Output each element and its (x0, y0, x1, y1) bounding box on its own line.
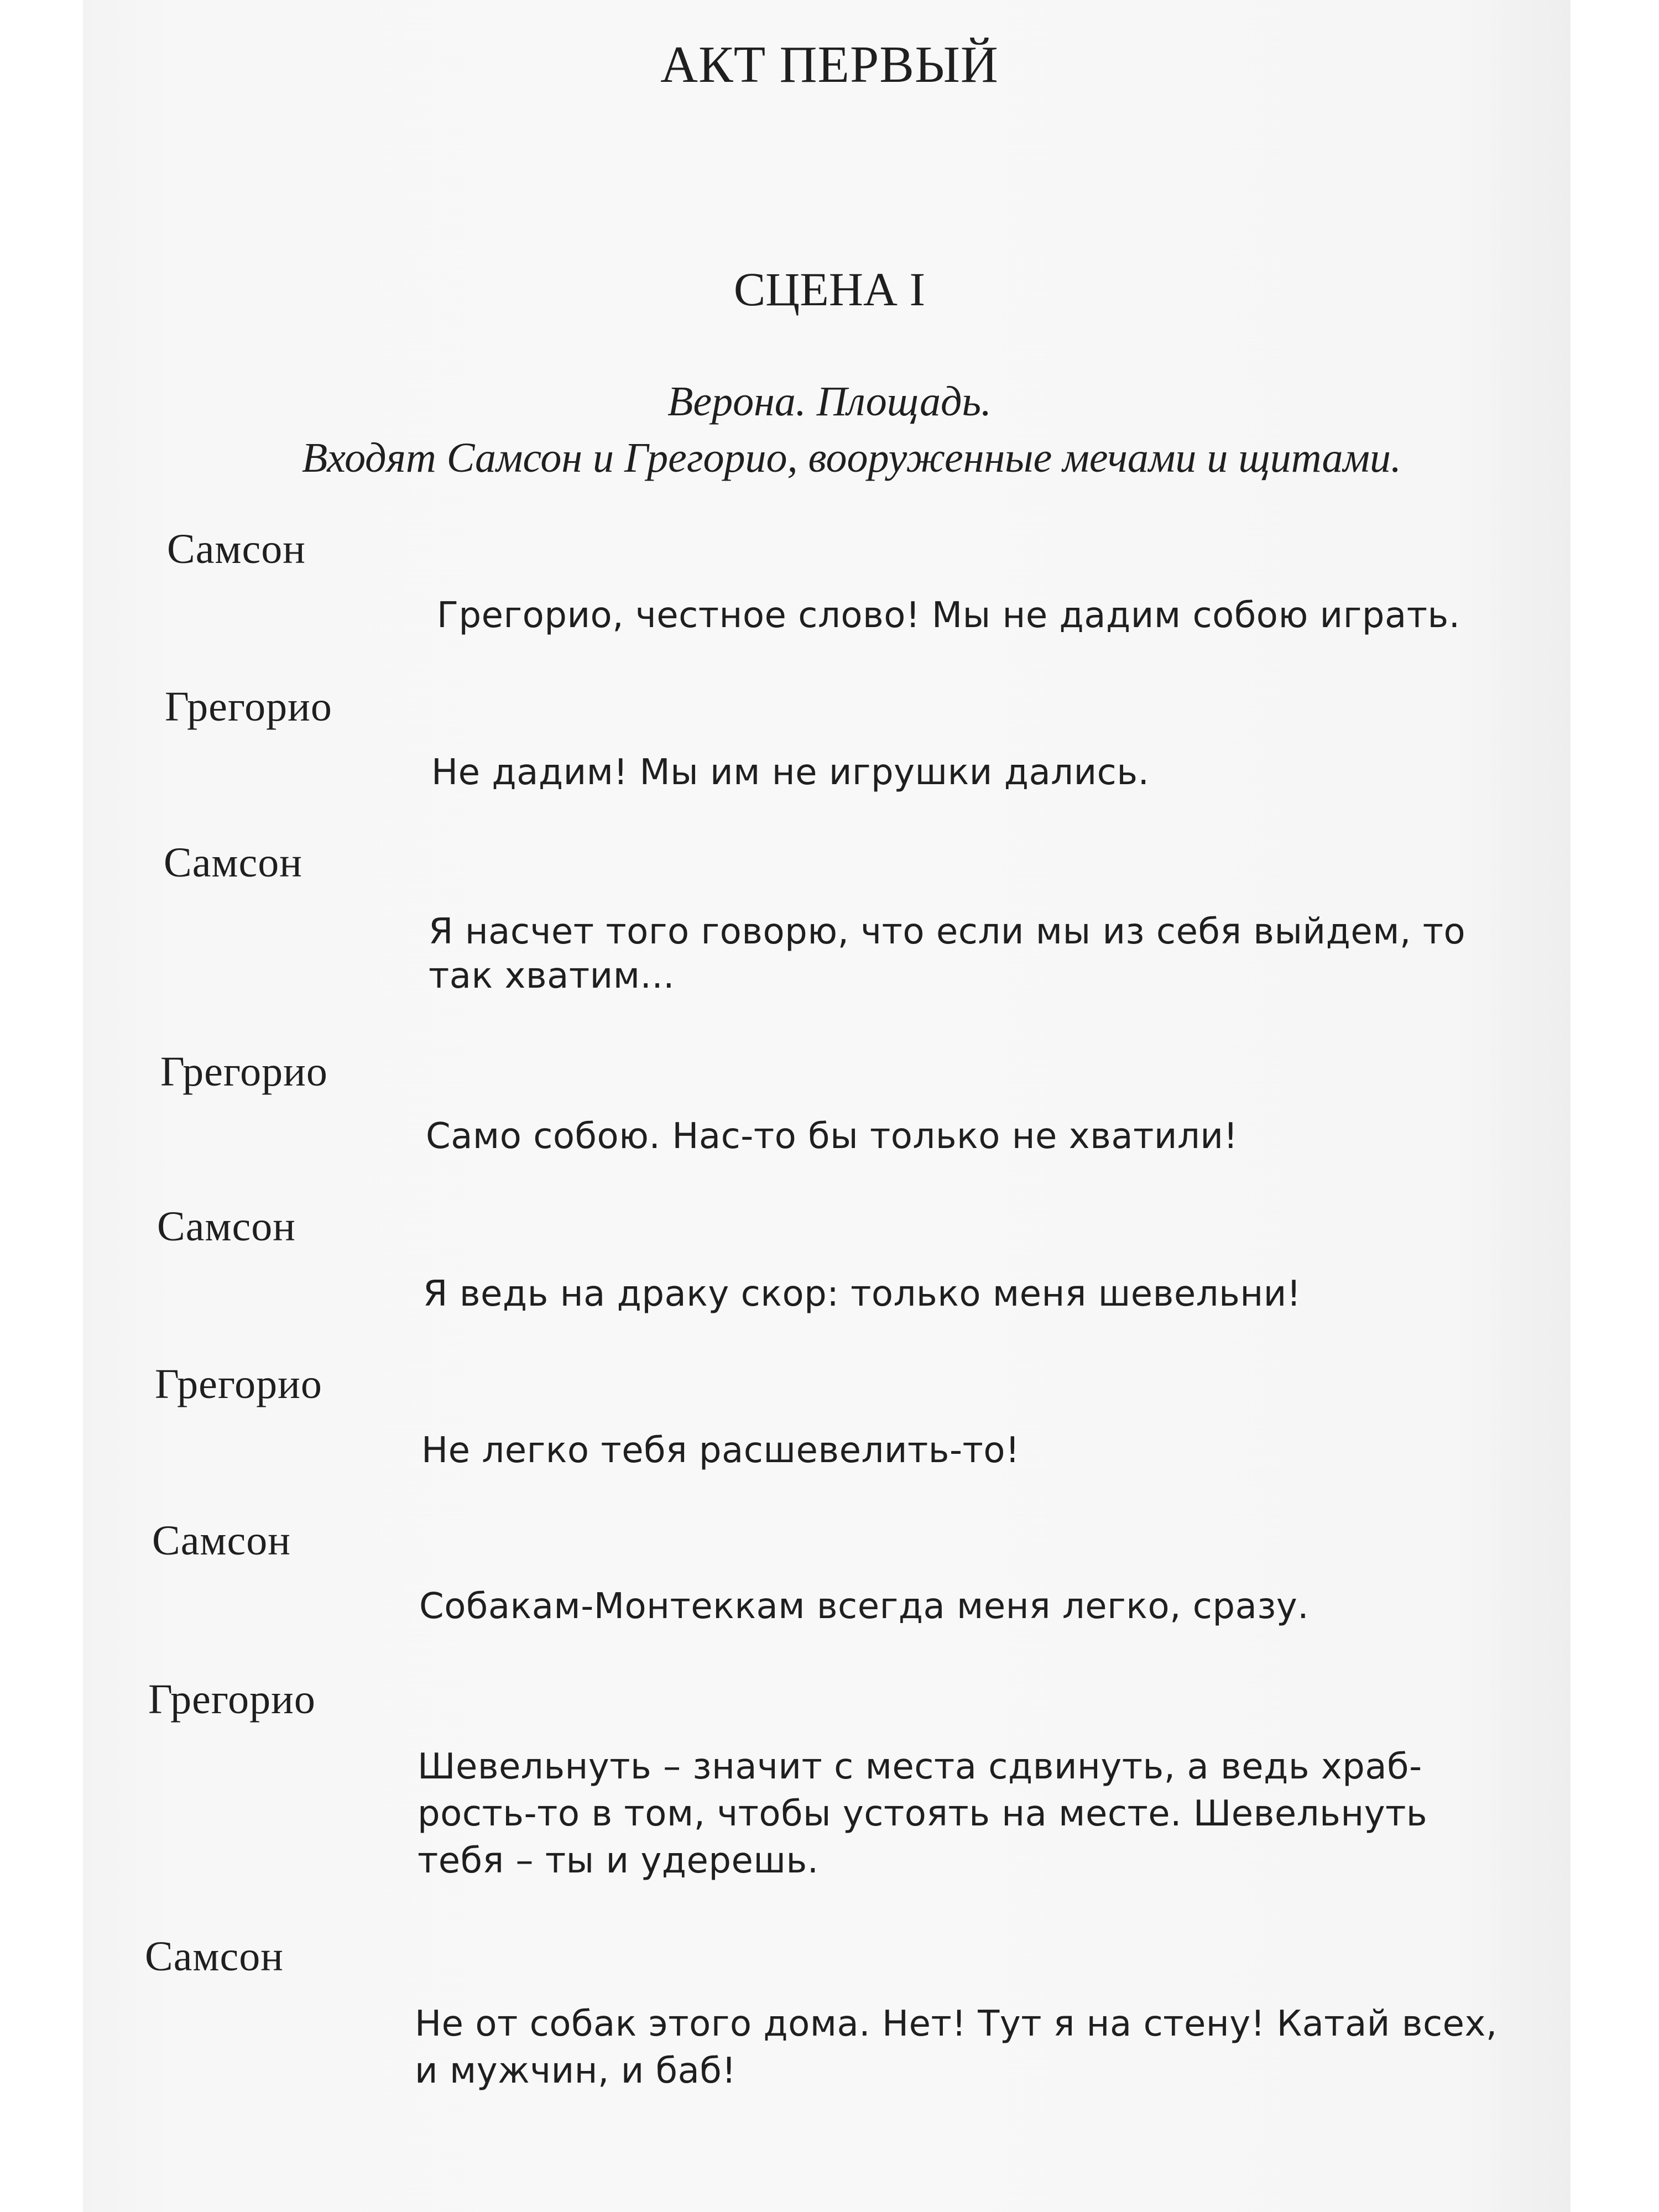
speaker-name: Самсон (152, 1517, 291, 1564)
speech-line: Собакам-Монтеккам всегда меня легко, сразу. (419, 1586, 1310, 1627)
speaker-name: Грегорио (155, 1361, 322, 1407)
scene-title: СЦЕНА I (733, 263, 926, 316)
speech-line: Не дадим! Мы им не игрушки дались. (431, 752, 1150, 793)
speech-line: Грегорио, честное слово! Мы не дадим собою играть. (437, 595, 1460, 636)
speech-line: Я насчет того говорю, что если мы из себя выйдем, то (429, 911, 1466, 952)
speech-line: и мужчин, и баб! (415, 2051, 737, 2091)
speaker-name: Самсон (164, 839, 302, 886)
page-margin (1571, 0, 1659, 2212)
speaker-name: Самсон (157, 1203, 296, 1250)
speaker-name: Грегорио (160, 1048, 328, 1095)
speaker-name: Самсон (167, 526, 306, 572)
speech-line: Не легко тебя расшевелить-то! (421, 1430, 1020, 1471)
speech-line: Не от собак этого дома. Нет! Тут я на стену! Катай всех, (415, 2004, 1498, 2044)
speech-line: Шевельнуть – значит с места сдвинуть, а ведь храб- (418, 1746, 1422, 1787)
speech-line: рость-то в том, чтобы устоять на месте. Шевельнуть (418, 1793, 1428, 1834)
speech-line: Само собою. Нас-то бы только не хватили! (426, 1116, 1238, 1157)
speech-line: так хватим... (429, 956, 675, 997)
speaker-name: Грегорио (165, 684, 332, 730)
speaker-name: Грегорио (148, 1676, 316, 1723)
stage-direction-place: Верона. Площадь. (667, 378, 992, 425)
act-title: АКТ ПЕРВЫЙ (660, 36, 999, 93)
stage-direction-entry: Входят Самсон и Грегорио, вооруженные мечами и щитами. (301, 435, 1402, 481)
speech-line: тебя – ты и удерешь. (418, 1840, 819, 1881)
speaker-name: Самсон (145, 1933, 284, 1980)
speech-line: Я ведь на драку скор: только меня шевельни! (423, 1274, 1301, 1314)
book-page (83, 0, 1571, 2212)
